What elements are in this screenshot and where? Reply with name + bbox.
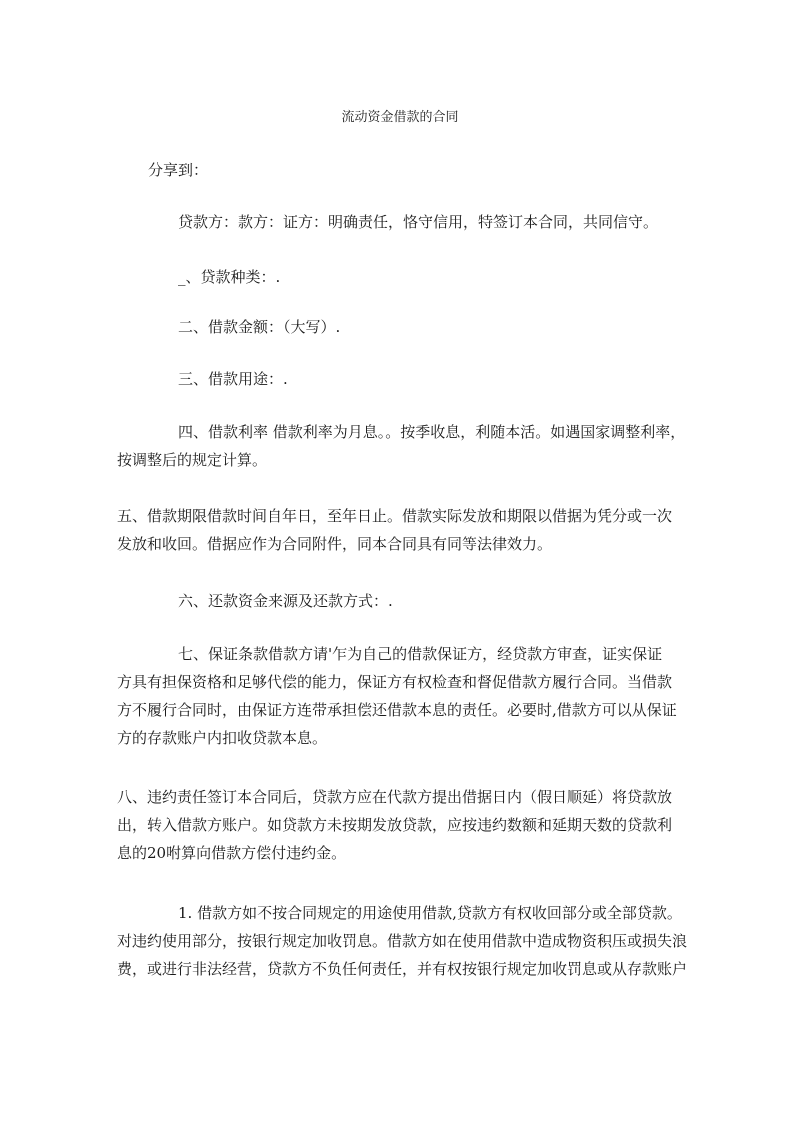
clause-loan-term <box>117 502 697 558</box>
clause-loan-purpose: 三、借款用途：. <box>178 370 288 388</box>
paragraph-line: 1. 借款方如不按合同规定的用途使用借款,贷款方有权收回部分或全部贷款。 <box>178 904 682 922</box>
share-label: 分享到： <box>148 161 209 179</box>
paragraph-line: 方具有担保资格和足够代偿的能力，保证方有权检查和督促借款方履行合同。当借款 <box>117 673 673 691</box>
paragraph-line: 七、保证条款借款方请'乍为自己的借款保证方，经贷款方审查，证实保证 <box>178 645 663 663</box>
paragraph-line: 出，转入借款方账户。如贷款方未按期发放贷款，应按违约数额和延期天数的贷款利 <box>117 816 673 834</box>
paragraph-line: 对违约使用部分，按银行规定加收罚息。借款方如在使用借款中造成物资积压或损失浪 <box>117 932 688 950</box>
paragraph-line: 息的20咐算向借款方偿付违约金。 <box>117 844 347 862</box>
paragraph-line: 发放和收回。借据应作为合同附件，同本合同具有同等法律效力。 <box>117 535 553 553</box>
clause-loan-amount: 二、借款金额：（大写）. <box>178 318 341 336</box>
paragraph-line: 方不履行合同时，由保证方连带承担偿还借款本息的责任。必要时,借款方可以从保证 <box>117 701 677 719</box>
clause-loan-type: _、贷款种类：. <box>178 268 281 286</box>
paragraph-line: 方的存款账户内扣收贷款本息。 <box>117 729 328 747</box>
clause-liability <box>117 783 697 867</box>
clause-repayment: 六、还款资金来源及还款方式：. <box>178 592 393 610</box>
clause-guarantee <box>117 640 697 752</box>
paragraph-line: 八、违约责任签订本合同后，贷款方应在代款方提出借据日内（假日顺延）将贷款放 <box>117 788 673 806</box>
contract-intro: 贷款方：款方：证方：明确责任，恪守信用，特签订本合同，共同信守。 <box>178 213 659 231</box>
document-title: 流动资金借款的合同 <box>341 110 459 125</box>
clause-liability-item-1 <box>117 899 697 983</box>
clause-interest-rate <box>117 418 697 474</box>
paragraph-line: 费，或进行非法经营，贷款方不负任何责任，并有权按银行规定加收罚息或从存款账户 <box>117 960 688 978</box>
paragraph-line: 四、借款利率 借款利率为月息。。按季收息，利随本活。如遇国家调整利率， <box>178 423 686 441</box>
paragraph-line: 按调整后的规定计算。 <box>117 451 268 469</box>
paragraph-line: 五、借款期限借款时间自年日，至年日止。借款实际发放和期限以借据为凭分或一次 <box>117 507 673 525</box>
